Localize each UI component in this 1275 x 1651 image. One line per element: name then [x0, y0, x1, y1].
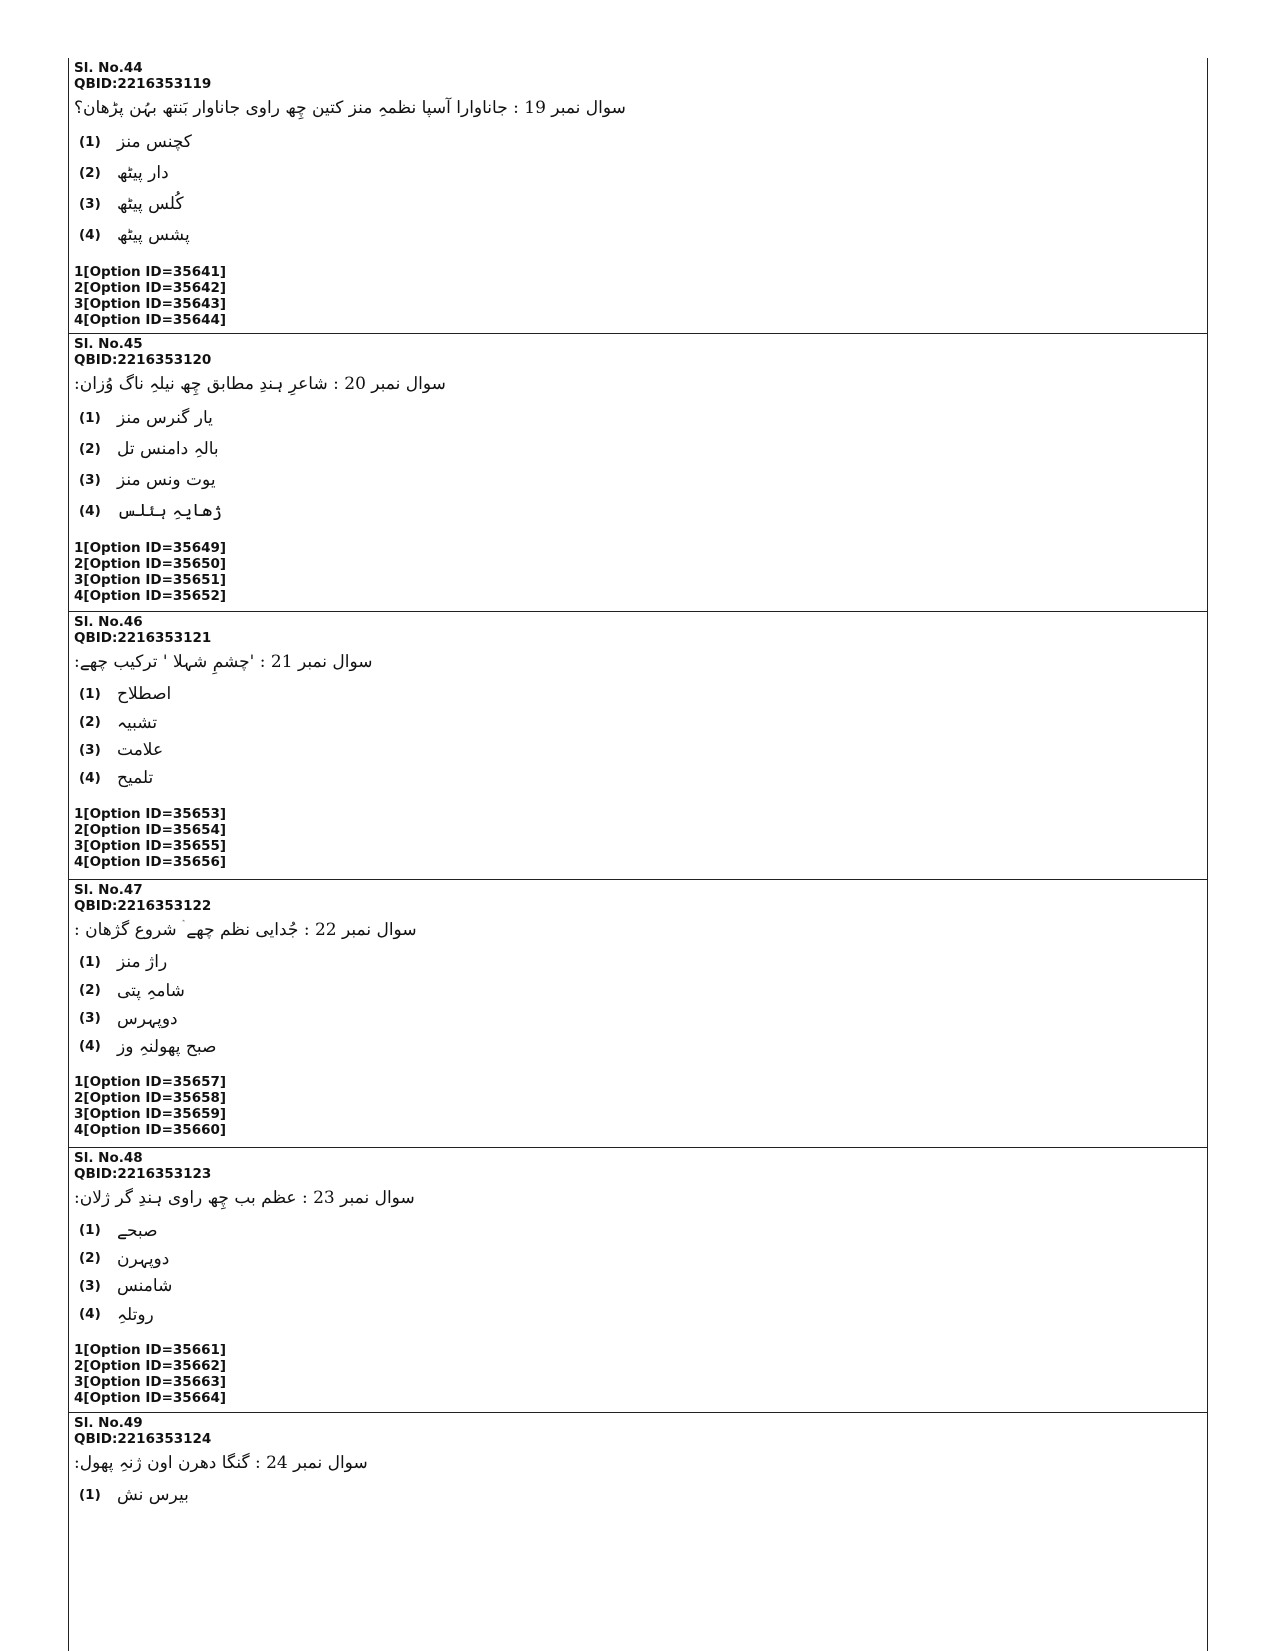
- option-row: [74, 157, 1203, 188]
- option-row: [74, 1481, 1203, 1509]
- option-text: تلمیح: [117, 768, 154, 788]
- option-row: [74, 219, 1203, 250]
- option-text: دار پیٹھ: [117, 162, 169, 183]
- option-id: 3[Option ID=35663]: [74, 1374, 227, 1390]
- option-text: یوت ونس منز: [117, 469, 216, 490]
- option-number: (3): [79, 742, 101, 758]
- option-id: 4[Option ID=35664]: [74, 1390, 227, 1406]
- option-number: (1): [79, 1222, 101, 1238]
- serial-number: Sl. No.48: [74, 1150, 143, 1166]
- option-row: [74, 188, 1203, 219]
- option-id: 2[Option ID=35642]: [74, 280, 227, 296]
- option-id: 3[Option ID=35651]: [74, 572, 227, 588]
- option-text: بالہِ دامنس تل: [117, 439, 219, 459]
- option-text: بیرس نش: [117, 1485, 189, 1505]
- option-row: [74, 948, 1203, 976]
- option-row: [74, 126, 1203, 157]
- option-id: 4[Option ID=35656]: [74, 854, 227, 870]
- option-id: 1[Option ID=35641]: [74, 264, 227, 280]
- option-text: روتلہِ: [117, 1304, 154, 1325]
- question-block: [69, 58, 1207, 334]
- option-id: 1[Option ID=35657]: [74, 1074, 227, 1090]
- option-id: 2[Option ID=35658]: [74, 1090, 227, 1106]
- option-number: (1): [79, 409, 101, 426]
- question-sheet: [68, 58, 1208, 1651]
- option-id: 3[Option ID=35659]: [74, 1106, 227, 1122]
- option-id-list: [74, 264, 1203, 330]
- option-number: (1): [79, 954, 101, 970]
- qbid: QBID:2216353123: [74, 1166, 212, 1182]
- option-row: [74, 464, 1203, 495]
- option-text: شامہِ پتی: [117, 980, 185, 1001]
- option-row: [74, 402, 1203, 433]
- question-block: [69, 1413, 1207, 1509]
- option-id: 2[Option ID=35654]: [74, 822, 227, 838]
- option-number: (1): [79, 1487, 101, 1503]
- serial-number: Sl. No.49: [74, 1415, 143, 1431]
- option-number: (3): [79, 1278, 101, 1294]
- option-id: 2[Option ID=35650]: [74, 556, 227, 572]
- option-number: (2): [79, 164, 101, 181]
- option-row: [74, 1216, 1203, 1244]
- option-number: (4): [79, 502, 101, 519]
- option-row: [74, 764, 1203, 792]
- option-text: کچنس منز: [117, 131, 192, 152]
- qbid: QBID:2216353121: [74, 630, 212, 646]
- option-text: دوپہرن: [117, 1248, 170, 1269]
- option-row: [74, 680, 1203, 708]
- option-id: 3[Option ID=35643]: [74, 296, 227, 312]
- option-text: یار گنرس منز: [117, 407, 213, 428]
- option-id-list: [74, 806, 1203, 872]
- option-id-list: [74, 1074, 1203, 1140]
- question-text: سوال نمبر 23 : عظم بب چِھ راوی ہندِ گر ژلان:: [74, 1188, 415, 1208]
- qbid: QBID:2216353120: [74, 352, 212, 368]
- option-text: علامت: [117, 740, 164, 760]
- option-text: صبح پھولنہِ وز: [117, 1036, 217, 1057]
- option-number: (1): [79, 686, 101, 702]
- serial-number: Sl. No.47: [74, 882, 143, 898]
- option-id: 2[Option ID=35662]: [74, 1358, 227, 1374]
- option-id-list: [74, 540, 1203, 606]
- option-row: [74, 1032, 1203, 1060]
- option-row: [74, 736, 1203, 764]
- option-number: (4): [79, 770, 101, 786]
- option-text: ژھایہِ ہئلس: [117, 501, 223, 521]
- option-row: [74, 708, 1203, 736]
- qbid: QBID:2216353119: [74, 76, 212, 92]
- option-number: (1): [79, 133, 101, 150]
- option-id: 1[Option ID=35661]: [74, 1342, 227, 1358]
- option-number: (2): [79, 982, 101, 998]
- option-text: راژ منز: [117, 952, 168, 972]
- question-text: سوال نمبر 21 : 'چشمِ شہلا ' ترکیب چھے:: [74, 652, 373, 672]
- option-row: [74, 976, 1203, 1004]
- option-id: 1[Option ID=35649]: [74, 540, 227, 556]
- option-id: 1[Option ID=35653]: [74, 806, 227, 822]
- option-row: [74, 1300, 1203, 1328]
- option-number: (3): [79, 195, 101, 212]
- question-block: [69, 880, 1207, 1148]
- option-number: (3): [79, 471, 101, 488]
- option-text: تشبیہ: [117, 712, 158, 733]
- option-number: (2): [79, 1250, 101, 1266]
- option-text: شامنس: [117, 1276, 173, 1296]
- option-number: (4): [79, 1038, 101, 1054]
- option-text: دوپہرس: [117, 1008, 178, 1029]
- qbid: QBID:2216353124: [74, 1431, 212, 1447]
- option-number: (2): [79, 440, 101, 457]
- question-text: سوال نمبر 24 : گنگا دھرن اون ژنہِ پھول:: [74, 1453, 368, 1473]
- option-id: 3[Option ID=35655]: [74, 838, 227, 854]
- option-id-list: [74, 1342, 1203, 1408]
- option-row: [74, 433, 1203, 464]
- option-text: کُلس پیٹھ: [117, 193, 184, 214]
- serial-number: Sl. No.46: [74, 614, 143, 630]
- question-text: سوال نمبر 20 : شاعرِ ہندِ مطابق چِھ نیلہِ ناگ وُزان:: [74, 374, 446, 394]
- option-id: 4[Option ID=35660]: [74, 1122, 227, 1138]
- option-text: صبحے: [117, 1220, 158, 1241]
- option-number: (3): [79, 1010, 101, 1026]
- option-row: [74, 1004, 1203, 1032]
- qbid: QBID:2216353122: [74, 898, 212, 914]
- option-text: پشس پیٹھ: [117, 224, 190, 245]
- question-block: [69, 1148, 1207, 1413]
- option-id: 4[Option ID=35644]: [74, 312, 227, 328]
- option-number: (4): [79, 1306, 101, 1322]
- serial-number: Sl. No.44: [74, 60, 143, 76]
- option-row: [74, 1272, 1203, 1300]
- option-id: 4[Option ID=35652]: [74, 588, 227, 604]
- question-text: سوال نمبر 19 : جاناوارا آسپا نظمہِ منز کتین چِھ راوی جاناوار بَنتھ بہُن پڑھان؟: [74, 98, 626, 118]
- option-number: (2): [79, 714, 101, 730]
- option-number: (4): [79, 226, 101, 243]
- option-row: [74, 1244, 1203, 1272]
- option-row: [74, 495, 1203, 526]
- question-text: سوال نمبر 22 : جُدایی نظم چھے ۛ شروع گژھان :: [74, 920, 417, 940]
- question-block: [69, 612, 1207, 880]
- serial-number: Sl. No.45: [74, 336, 143, 352]
- option-text: اصطلاح: [117, 684, 172, 704]
- question-block: [69, 334, 1207, 612]
